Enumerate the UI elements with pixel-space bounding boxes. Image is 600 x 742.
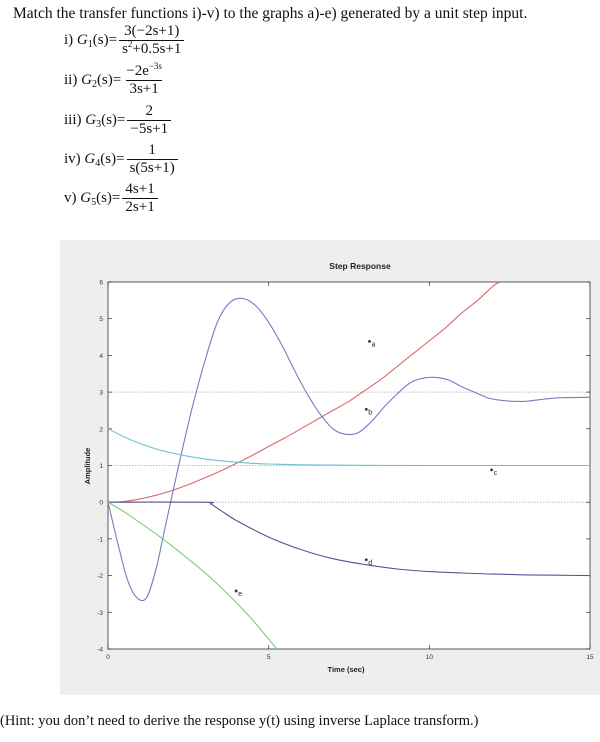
tf-label: iv) bbox=[64, 151, 81, 167]
tf-letter: G bbox=[81, 72, 92, 88]
y-tick-label: 4 bbox=[99, 352, 103, 360]
y-axis-label: Amplitude bbox=[83, 447, 92, 485]
y-tick-label: -3 bbox=[97, 609, 103, 617]
tf-numerator: 3(−2s+1) bbox=[124, 23, 180, 39]
tf-sub: 3 bbox=[96, 119, 102, 130]
series-b-label: b bbox=[368, 409, 373, 417]
tf-letter: G bbox=[84, 151, 96, 167]
series-c-label: c bbox=[493, 469, 498, 477]
tf-numerator: 2 bbox=[145, 103, 154, 119]
tf-arg: (s)= bbox=[96, 190, 121, 206]
x-axis-label: Time (sec) bbox=[327, 665, 365, 674]
series-c-marker bbox=[490, 468, 493, 471]
tf-label: ii) bbox=[64, 72, 78, 88]
tf-den-main: s bbox=[122, 41, 128, 57]
transfer-function-iv bbox=[64, 143, 178, 176]
chart-title: Step Response bbox=[329, 261, 391, 271]
y-tick-label: -1 bbox=[97, 536, 103, 544]
step-response-chart bbox=[60, 240, 600, 695]
tf-letter: G bbox=[85, 112, 97, 128]
tf-num-main: −2e bbox=[126, 63, 149, 79]
x-tick-label: 10 bbox=[425, 654, 433, 661]
transfer-function-i bbox=[64, 24, 184, 57]
transfer-function-iii bbox=[64, 104, 171, 137]
series-a-marker bbox=[368, 340, 371, 343]
tf-label: v) bbox=[64, 190, 77, 206]
tf-arg: (s)= bbox=[92, 32, 118, 48]
question-prompt: Match the transfer functions i)-v) to the graphs a)-e) generated by a unit step input. bbox=[13, 5, 528, 22]
tf-fraction bbox=[123, 61, 165, 97]
tf-den-rest: +0.5s+1 bbox=[132, 41, 182, 57]
tf-sub: 5 bbox=[91, 197, 97, 208]
y-tick-label: -2 bbox=[97, 573, 103, 581]
tf-arg: (s)= bbox=[101, 112, 126, 128]
tf-denominator: −5s+1 bbox=[127, 120, 171, 137]
series-d-label: d bbox=[368, 559, 373, 567]
tf-denominator bbox=[119, 40, 184, 57]
series-e-label: e bbox=[238, 590, 243, 598]
y-tick-label: 3 bbox=[99, 389, 103, 397]
tf-sub: 1 bbox=[87, 39, 93, 50]
tf-label: i) bbox=[64, 32, 74, 48]
tf-denominator: 3s+1 bbox=[126, 80, 161, 97]
tf-numerator: 1 bbox=[148, 142, 156, 158]
tf-sub: 2 bbox=[91, 79, 97, 90]
tf-arg: (s)= bbox=[100, 151, 125, 167]
y-tick-label: -4 bbox=[97, 646, 103, 654]
tf-letter: G bbox=[80, 190, 92, 206]
tf-denominator: s(5s+1) bbox=[127, 159, 178, 176]
tf-fraction bbox=[119, 24, 184, 57]
tf-numerator bbox=[123, 61, 165, 80]
y-tick-label: 6 bbox=[99, 279, 103, 287]
x-tick-label: 0 bbox=[106, 654, 110, 661]
tf-fraction bbox=[127, 143, 178, 176]
hint-text: (Hint: you don’t need to derive the response y(t) using inverse Laplace transform.) bbox=[0, 713, 479, 729]
series-d-marker bbox=[365, 558, 368, 561]
tf-num-sup: −3s bbox=[148, 61, 162, 71]
series-e-marker bbox=[235, 590, 238, 593]
tf-letter: G bbox=[76, 32, 88, 48]
y-tick-label: 5 bbox=[99, 316, 103, 324]
tf-fraction bbox=[127, 104, 171, 137]
x-tick-label: 15 bbox=[586, 654, 594, 661]
step-response-figure bbox=[60, 240, 600, 695]
tf-fraction bbox=[122, 182, 157, 215]
tf-sub: 4 bbox=[95, 158, 101, 169]
transfer-function-ii bbox=[64, 61, 165, 97]
tf-label: iii) bbox=[64, 112, 82, 128]
tf-arg: (s)= bbox=[96, 72, 122, 88]
series-a-label: a bbox=[371, 341, 376, 349]
y-tick-label: 2 bbox=[99, 426, 103, 434]
tf-den-sup: 2 bbox=[127, 39, 133, 49]
tf-numerator: 4s+1 bbox=[125, 181, 155, 197]
transfer-function-v bbox=[64, 182, 158, 215]
y-tick-label: 1 bbox=[99, 463, 103, 470]
series-b-marker bbox=[365, 408, 368, 411]
x-tick-label: 5 bbox=[266, 654, 271, 661]
tf-denominator: 2s+1 bbox=[122, 198, 157, 215]
y-tick-label: 0 bbox=[99, 499, 103, 507]
